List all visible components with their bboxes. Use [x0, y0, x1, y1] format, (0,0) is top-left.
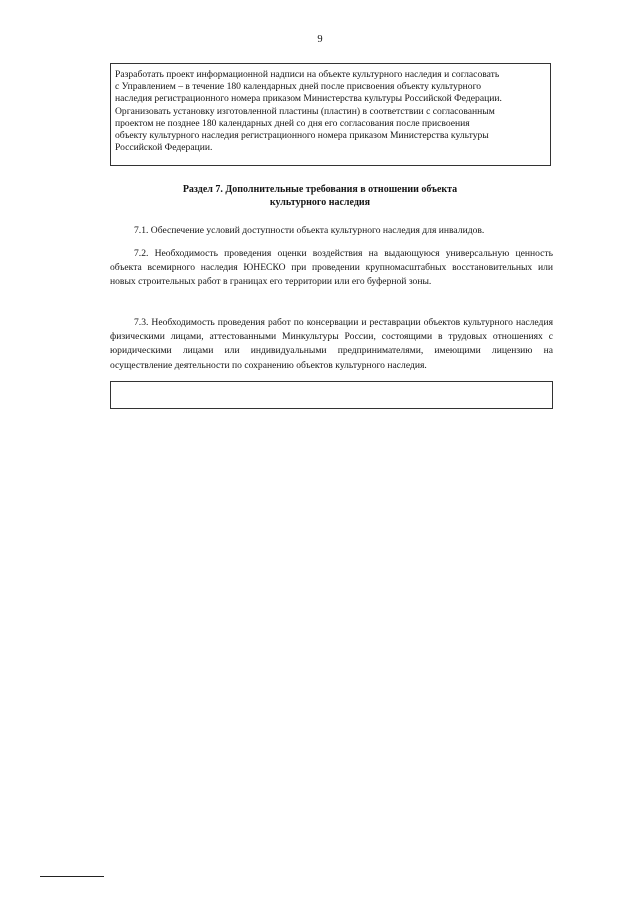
requirement-text-box [110, 63, 551, 166]
box-text-line: Российской Федерации. [115, 142, 213, 154]
clause-7-3: 7.3. Необходимость проведения работ по консервации и реставрации объектов культурного наследия физическими лицами, аттестованными Минкультуры России, состоящими в трудовых отношениях с юридическими лицами или индивидуальными предпринимателями, имеющими лицензию на осуществление деятельности по сохранению объектов культурного наследия. [110, 317, 553, 371]
box-text-line: Организовать установку изготовленной пластины (пластин) в соответствии с согласованным [115, 105, 495, 117]
box-text-line: наследия регистрационного номера приказом Министерства культуры Российской Федерации. [115, 93, 502, 105]
box-text-line: объекту культурного наследия регистрационного номера приказом Министерства культуры [115, 130, 489, 142]
box-text-line: с Управлением – в течение 180 календарных дней после присвоения объекту культурного [115, 81, 482, 93]
clause-7-2: 7.2. Необходимость проведения оценки воздействия на выдающуюся универсальную ценность объекта всемирного наследия ЮНЕСКО при проведении крупномасштабных восстановительных или новых строительных работ в границах его территории или его буферной зоны. [110, 248, 553, 288]
page-number: 9 [317, 34, 323, 45]
empty-text-box [110, 381, 553, 409]
box-text-line: Разработать проект информационной надписи на объекте культурного наследия и согласовать [115, 69, 500, 80]
box-text-line: проектом не позднее 180 календарных дней со дня его согласования после присвоения [115, 117, 470, 129]
clause-7-1: 7.1. Обеспечение условий доступности объекта культурного наследия для инвалидов. [134, 225, 485, 236]
section-heading: Раздел 7. Дополнительные требования в отношении объекта культурного наследия [182, 184, 458, 208]
footer-rule [40, 876, 104, 877]
